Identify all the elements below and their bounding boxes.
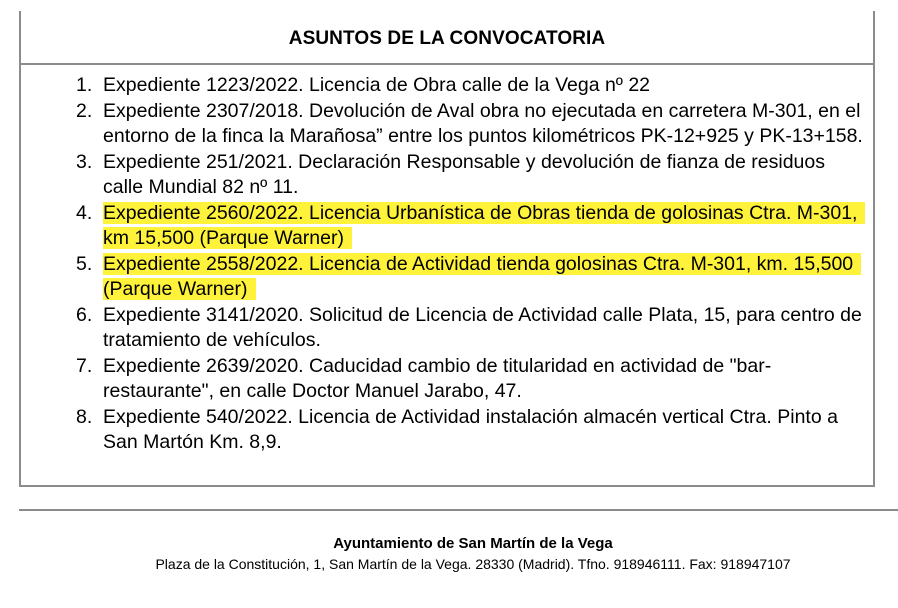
- footer-address: Plaza de la Constitución, 1, San Martín de la Vega. 28330 (Madrid). Tfno. 918946111. Fax: 918947107: [155, 556, 791, 572]
- agenda-header: [21, 11, 873, 65]
- item-number: 2.: [76, 99, 93, 122]
- footer: [0, 534, 898, 574]
- item-text: Expediente 1223/2022. Licencia de Obra calle de la Vega nº 22: [103, 74, 651, 96]
- footer-divider: [19, 509, 898, 511]
- item-number: 7.: [76, 354, 93, 377]
- agenda-item-4: [21, 201, 873, 252]
- agenda-title: ASUNTOS DE LA CONVOCATORIA: [288, 28, 606, 49]
- agenda-item-7: [21, 354, 873, 405]
- agenda-item-3: [21, 150, 873, 201]
- item-number: 1.: [76, 74, 93, 96]
- item-text: Expediente 540/2022. Licencia de Actividad instalación almacén vertical Ctra. Pinto a San Martón Km. 8,9.: [103, 405, 838, 453]
- item-text: Expediente 2639/2020. Caducidad cambio de titularidad en actividad de "bar-restaurante", en calle Doctor Manuel Jarabo, 47.: [103, 354, 772, 402]
- item-number: 5.: [76, 252, 93, 275]
- agenda-item-6: [21, 303, 873, 354]
- item-number: 3.: [76, 150, 93, 173]
- item-number: 6.: [76, 303, 93, 326]
- agenda-item-1: [21, 73, 873, 99]
- item-text: Expediente 251/2021. Declaración Responsable y devolución de fianza de residuos calle Mundial 82 nº 11.: [103, 150, 825, 198]
- item-text: Expediente 3141/2020. Solicitud de Licencia de Actividad calle Plata, 15, para centro de tratamiento de vehículos.: [103, 303, 862, 351]
- agenda-item-2: [21, 99, 873, 150]
- agenda-item-8: [21, 405, 873, 456]
- item-text-highlighted: Expediente 2560/2022. Licencia Urbanística de Obras tienda de golosinas Ctra. M-301, km 15,500 (Parque Warner): [103, 202, 865, 250]
- item-text-highlighted: Expediente 2558/2022. Licencia de Actividad tienda golosinas Ctra. M-301, km. 15,500 (Parque Warner): [103, 253, 861, 301]
- agenda-box: [19, 11, 875, 487]
- item-number: 8.: [76, 405, 93, 428]
- item-number: 4.: [76, 201, 93, 224]
- footer-organization: Ayuntamiento de San Martín de la Vega: [333, 535, 613, 552]
- agenda-item-5: [21, 252, 873, 303]
- item-text: Expediente 2307/2018. Devolución de Aval obra no ejecutada en carretera M-301, en el entorno de la finca la Marañosa” entre los puntos kilométricos PK-12+925 y PK-13+158.: [103, 99, 863, 147]
- agenda-list: [21, 73, 873, 456]
